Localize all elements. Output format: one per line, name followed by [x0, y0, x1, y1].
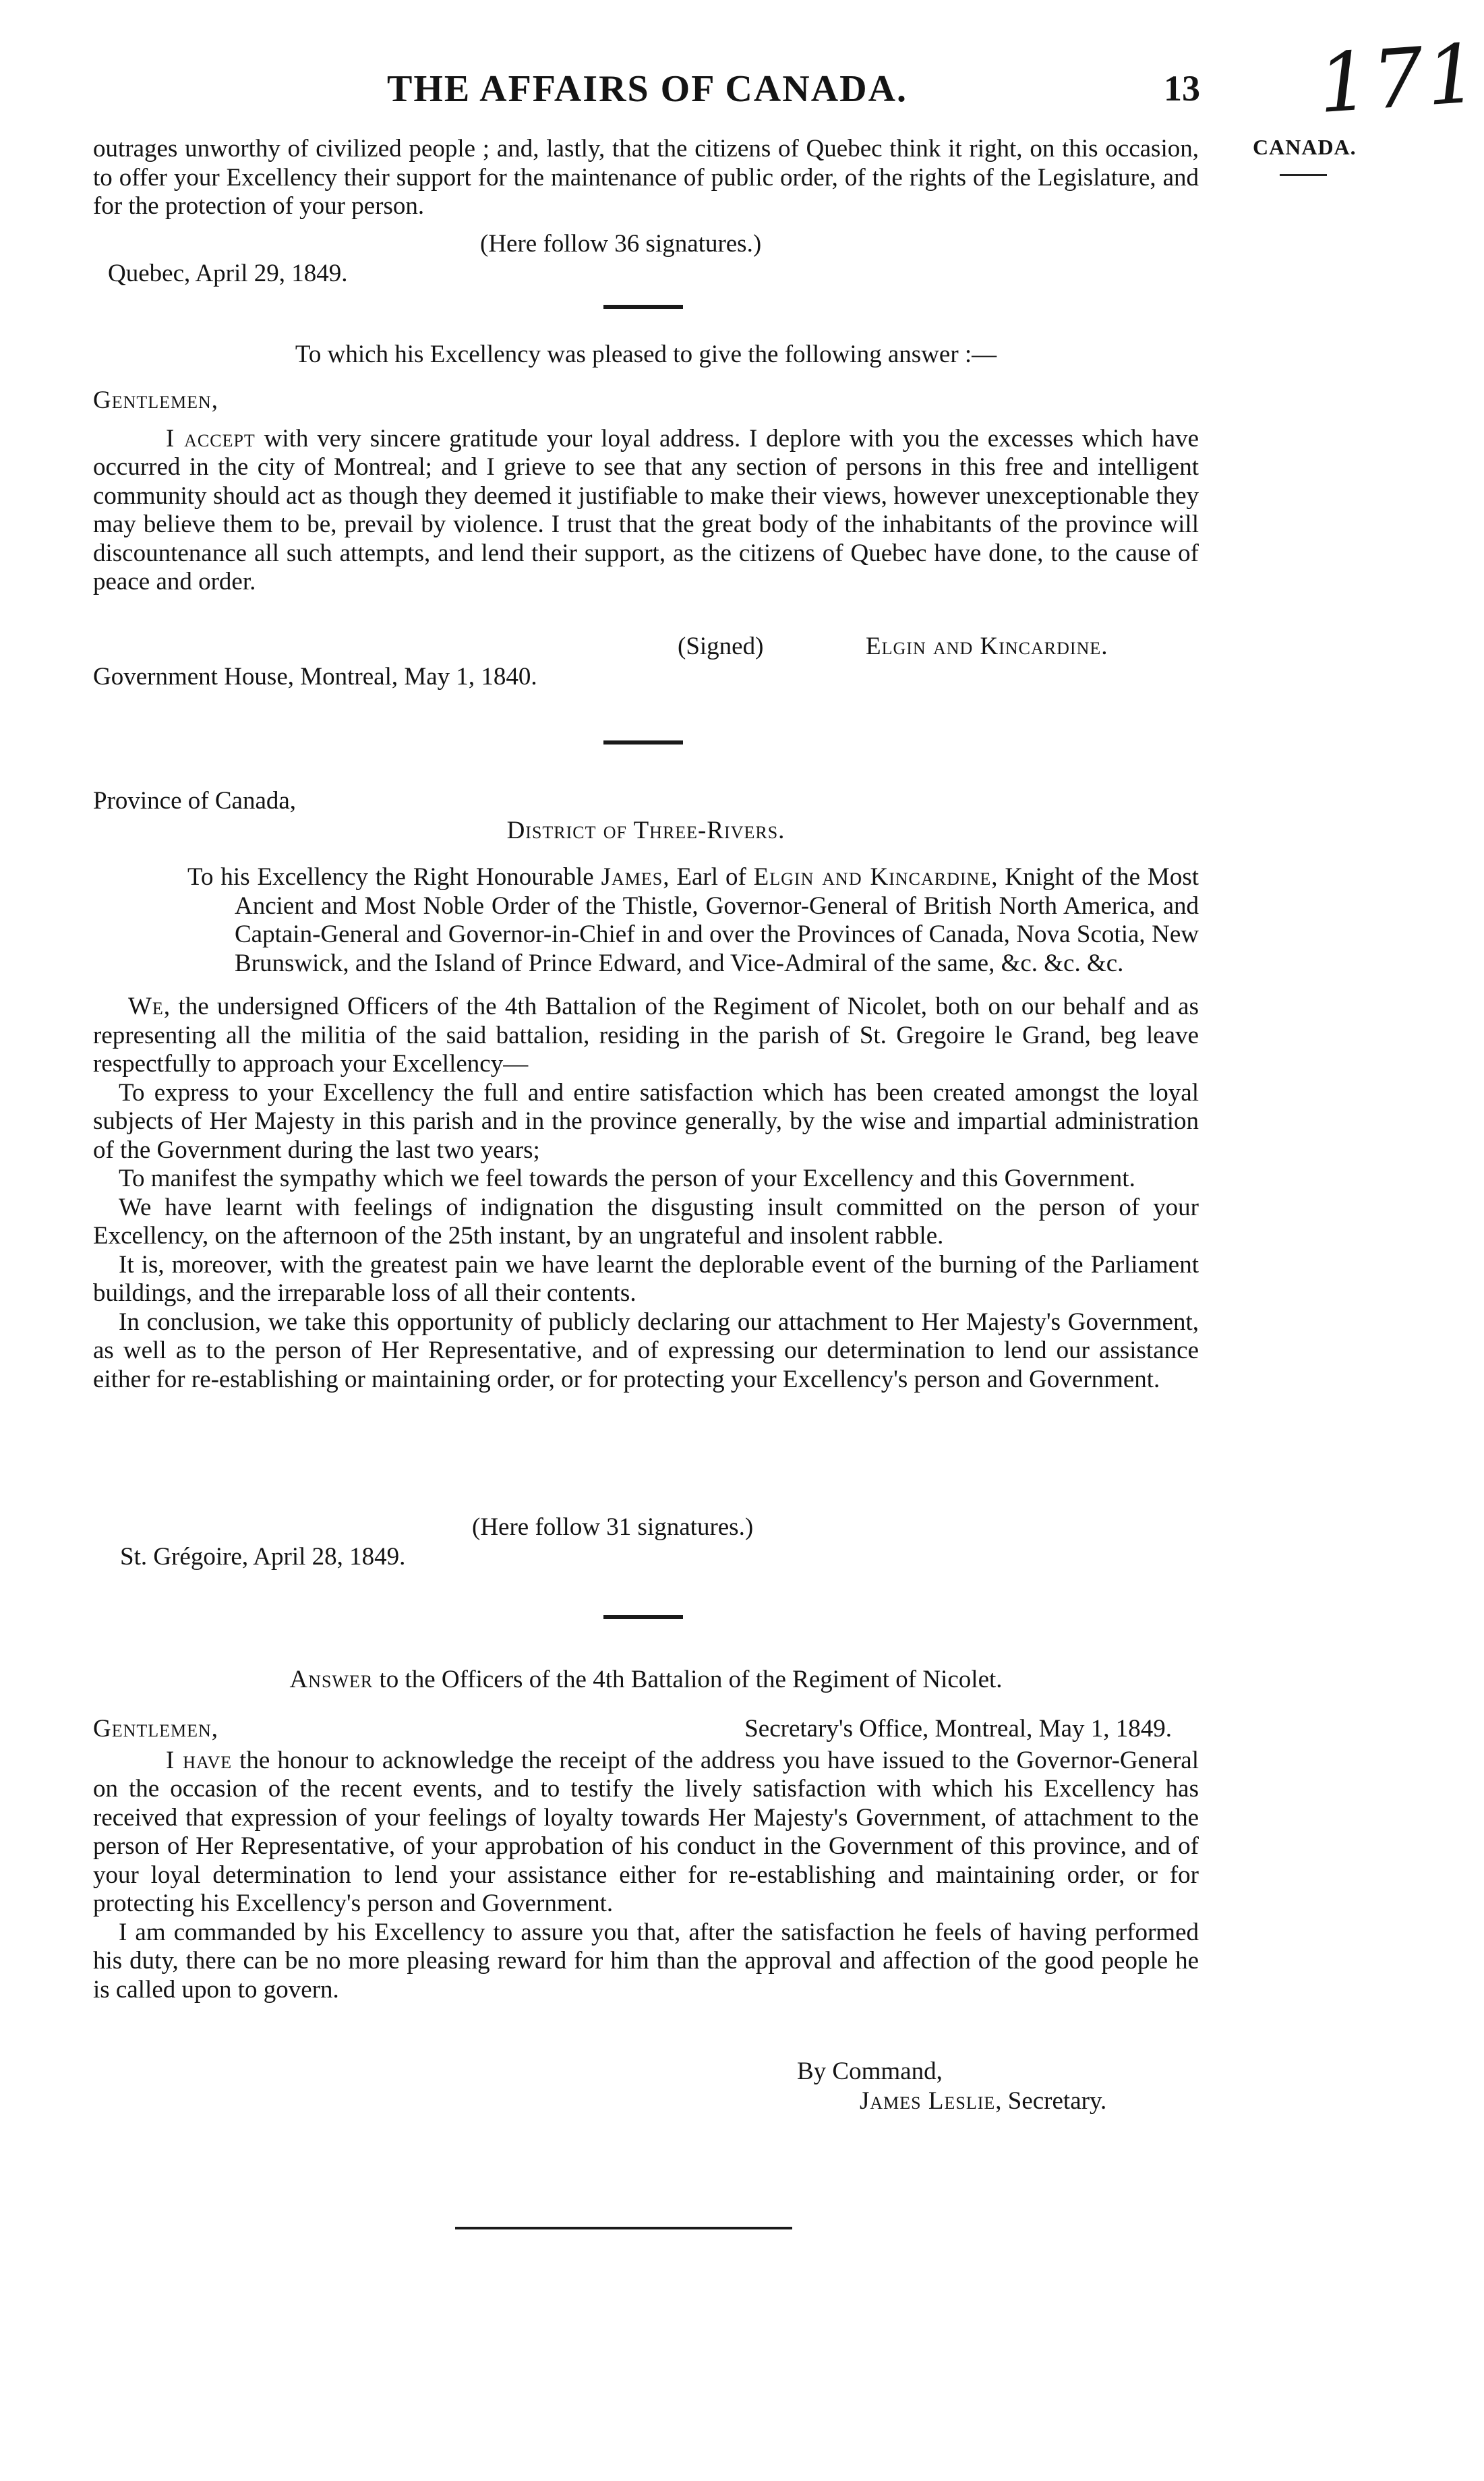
page-number: 13 — [1164, 68, 1200, 109]
salutation: Gentlemen, — [93, 386, 219, 414]
to-his-excellency: To his Excellency the Right Honourable — [187, 863, 601, 891]
address-paragraph-4: We have learnt with feelings of indignation the disgusting insult committed on the person of your Excellency, on the afternoon of the 25th instant, by an ungrateful and insolent rabble. — [93, 1193, 1199, 1250]
answer-two-text-1: the honour to acknowledge the receipt of the address you have issued to the Governor-General on the occasion of the recent events, and to testify the lively satisfaction with which his Excellency has received that expression of your feelings of loyalty towards Her Majesty's Government, of attachment to the person of Her Representative, of your approbation of his conduct in the Government of this province, and of your loyal determination to lend your assistance either for re-establishing and maintaining order, or for protecting his Excellency's person and Government. — [93, 1746, 1199, 1917]
address-titles: , Knight of the Most Ancient and Most Noble Order of the Thistle, Governor-General of British North America, and Captain-General and Governor-in-Chief in and over the Provinces of Canada, Nova Scotia, New Brunswick, and the Island of Prince Edward, and Vice-Admiral of the same, &c. &c. &c. — [235, 863, 1199, 977]
answer-title-rest: to the Officers of the 4th Battalion of the Regiment of Nicolet. — [373, 1666, 1003, 1693]
margin-note: CANADA. — [1253, 135, 1357, 159]
signatures-note-36: (Here follow 36 signatures.) — [480, 230, 762, 258]
answer-two-letter — [93, 1715, 1199, 2004]
address-superscription — [93, 863, 1199, 978]
address-two — [93, 863, 1199, 1394]
government-house-place-date: Government House, Montreal, May 1, 1840. — [93, 663, 537, 691]
address-paragraph-3: To manifest the sympathy which we feel towards the person of your Excellency and this Government. — [119, 1165, 1135, 1192]
answer-one-text: with very sincere gratitude your loyal address. I deplore with you the excesses which have occurred in the city of Montreal; and I grieve to see that any section of persons in this free and intelligent community should act as though they deemed it justifiable to make their views, however unexceptionable they may believe them to be, prevail by violence. I trust that the great body of the inhabitants of the province will discountenance all such attempts, and lend their support, as the citizens of Quebec have done, to the cause of peace and order. — [93, 424, 1199, 595]
province-heading: Province of Canada, — [93, 787, 297, 815]
section-divider — [603, 305, 683, 309]
answer-two-title — [93, 1666, 1199, 1695]
answer-two-heading — [93, 1666, 1199, 1695]
address-paragraph-2: To express to your Excellency the full and entire satisfaction which has been created amongst the loyal subjects of Her Majesty in this parish and in the province generally, by the wise and impartial administration of the Government during the last two years; — [93, 1078, 1199, 1164]
answer-two-paragraph-1 — [93, 1747, 1199, 1919]
name-elgin: Elgin and Kincardine — [753, 863, 992, 891]
handwritten-folio-number: 171 — [1315, 26, 1484, 132]
lead-word: I have — [166, 1746, 233, 1774]
section-divider — [603, 740, 683, 745]
salutation-row — [93, 1715, 1199, 1744]
district-text: District of Three-Rivers. — [506, 817, 785, 844]
answer-two-paragraph-2: I am commanded by his Excellency to assure you that, after the satisfaction he feels of having performed his duty, there can be no more pleasing reward for him than the approval and affection of the good people he is called upon to govern. — [93, 1918, 1199, 2004]
answer-intro — [93, 341, 1199, 370]
quebec-place-date: Quebec, April 29, 1849. — [108, 260, 348, 287]
end-rule — [455, 2227, 792, 2229]
signatory-elgin: Elgin and Kincardine. — [866, 633, 1108, 660]
paragraph-1-text: , the undersigned Officers of the 4th Battalion of the Regiment of Nicolet, both on our behalf and as representing all the militia of the said battalion, residing in the parish of St. Gregoire le Grand, beg leave respectfully to approach your Excellency— — [93, 993, 1199, 1078]
answer-one-body — [93, 425, 1199, 597]
page-header — [94, 67, 1200, 116]
name-james: James — [601, 863, 663, 891]
answer-intro-text: To which his Excellency was pleased to give the following answer :— — [295, 341, 997, 368]
running-title: THE AFFAIRS OF CANADA. — [386, 68, 908, 110]
salutation: Gentlemen, — [93, 1715, 219, 1743]
lead-word: I accept — [166, 424, 256, 453]
answer-lead: Answer — [289, 1666, 374, 1693]
st-gregoire-place-date: St. Grégoire, April 28, 1849. — [120, 1543, 406, 1571]
signatory-title: , Secretary. — [995, 2087, 1107, 2115]
secretary-signature — [860, 2086, 1106, 2115]
signatures-note-31: (Here follow 31 signatures.) — [472, 1513, 754, 1541]
section-divider — [603, 1615, 683, 1619]
address-paragraph-1 — [93, 993, 1199, 1079]
address-paragraph-5: It is, moreover, with the greatest pain we have learnt the deplorable event of the burning of the Parliament buildings, and the irreparable loss of all their contents. — [93, 1250, 1199, 1307]
answer-one-letter — [93, 386, 1199, 597]
secretary-office-dateline: Secretary's Office, Montreal, May 1, 1849. — [744, 1715, 1172, 1743]
earl-of: , Earl of — [663, 863, 754, 891]
signatory-leslie: James Leslie — [860, 2087, 996, 2115]
continuation-paragraph: outrages unworthy of civilized people ; and, lastly, that the citizens of Quebec think it right, on this occasion, to offer your Excellency their support for the maintenance of public order, of the rights of the Legislature, and for the protection of your person. — [93, 135, 1199, 220]
by-command: By Command, — [797, 2057, 943, 2085]
margin-rule — [1280, 174, 1327, 176]
lead-word: We — [128, 993, 164, 1020]
signed-label: (Signed) — [678, 633, 764, 660]
address-paragraph-6: In conclusion, we take this opportunity of publicly declaring our attachment to Her Majesty's Government, as well as to the person of Her Representative, and of expressing our determination to lend our assistance either for re-establishing or maintaining order, or for protecting your Excellency's person and Government. — [93, 1308, 1199, 1393]
quebec-address-continuation — [93, 135, 1199, 221]
district-heading — [93, 817, 1199, 846]
